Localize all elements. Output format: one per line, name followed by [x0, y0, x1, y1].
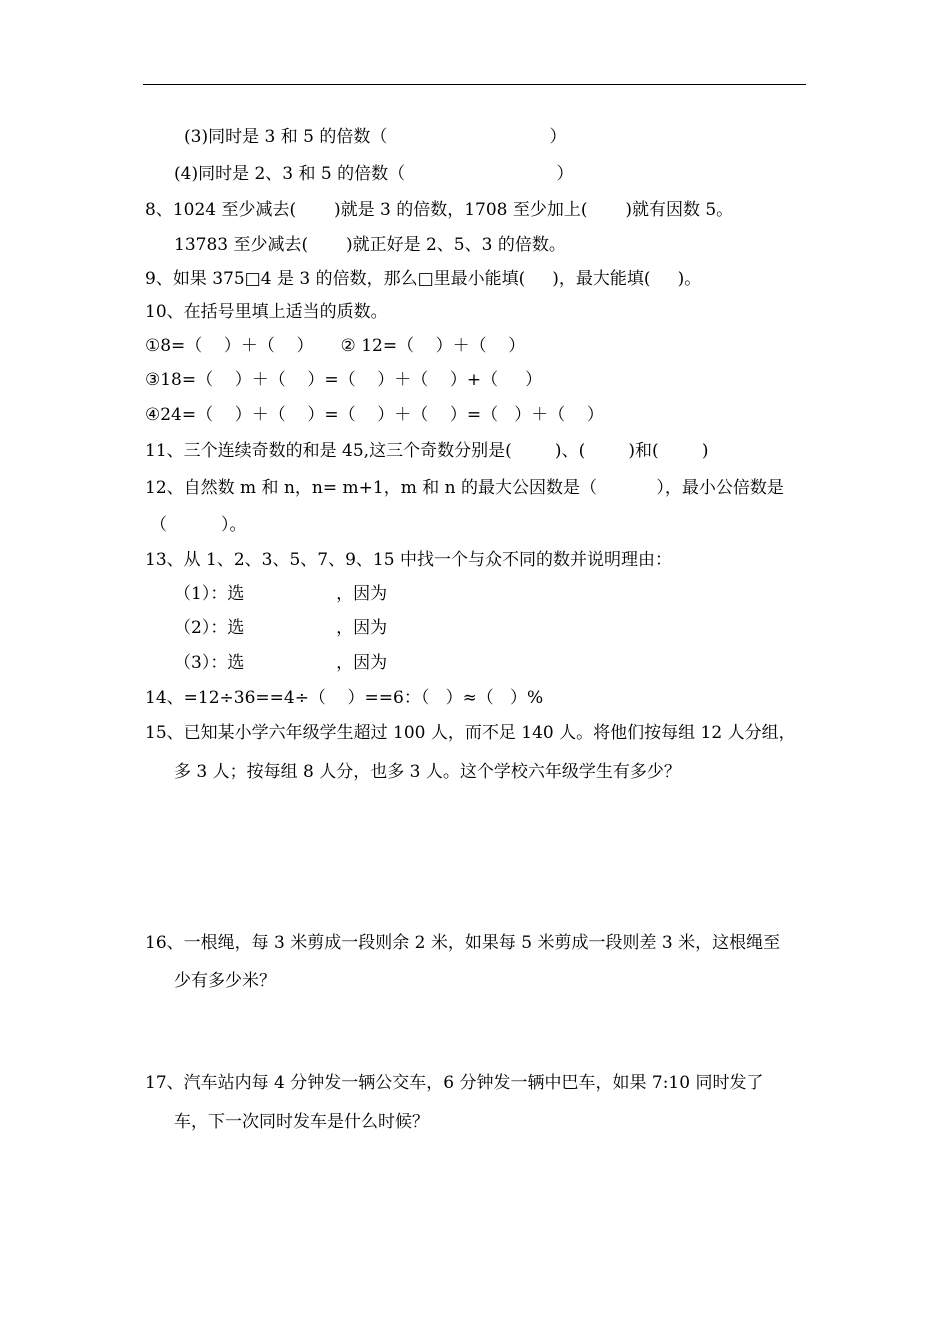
q11: 11、三个连续奇数的和是 45,这三个奇数分别是( )、( )和( ): [145, 441, 709, 461]
q7-part3: (3)同时是 3 和 5 的倍数（ ）: [184, 127, 567, 147]
q13-title: 13、从 1、2、3、5、7、9、15 中找一个与众不同的数并说明理由：: [145, 550, 672, 570]
q16-line1: 16、一根绳，每 3 米剪成一段则余 2 米，如果每 5 米剪成一段则差 3 米，这根绳至: [145, 933, 781, 953]
q13-part2: （2）：选 ，因为: [174, 618, 388, 638]
q10-row3: ④24=（ ）＋（ ）=（ ）＋（ ）=（ ）＋（ ）: [145, 405, 604, 425]
q8-line1: 8、1024 至少减去( )就是 3 的倍数，1708 至少加上( )就有因数 5。: [145, 200, 734, 220]
q10-row2: ③18=（ ）＋（ ）=（ ）＋（ ）+（ ）: [145, 370, 543, 390]
q8-line2: 13783 至少减去( )就正好是 2、5、3 的倍数。: [174, 235, 566, 255]
q12-line2: （ ）。: [150, 515, 247, 535]
q12-line1: 12、自然数 m 和 n，n= m+1，m 和 n 的最大公因数是（ ），最小公倍数是: [145, 478, 784, 498]
q13-part3: （3）：选 ，因为: [174, 653, 388, 673]
q9: 9、如果 375□4 是 3 的倍数，那么□里最小能填( )，最大能填( )。: [145, 269, 702, 289]
header-rule: [143, 84, 806, 85]
q17-line2: 车，下一次同时发车是什么时候？: [174, 1112, 429, 1132]
q10-title: 10、在括号里填上适当的质数。: [145, 302, 388, 322]
q13-part1: （1）：选 ，因为: [174, 584, 388, 604]
q16-line2: 少有多少米？: [174, 971, 276, 991]
q10-row1: ①8=（ ）＋（ ） ② 12=（ ）＋（ ）: [145, 336, 526, 356]
q14: 14、=12÷36==4÷（ ）==6：（ ）≈（ ）%: [145, 688, 544, 708]
q15-line2: 多 3 人；按每组 8 人分，也多 3 人。这个学校六年级学生有多少？: [174, 762, 681, 782]
q15-line1: 15、已知某小学六年级学生超过 100 人，而不足 140 人。将他们按每组 12 人分组，: [145, 723, 796, 743]
q17-line1: 17、汽车站内每 4 分钟发一辆公交车，6 分钟发一辆中巴车，如果 7:10 同时发了: [145, 1073, 764, 1093]
q7-part4: (4)同时是 2、3 和 5 的倍数（ ）: [174, 164, 574, 184]
